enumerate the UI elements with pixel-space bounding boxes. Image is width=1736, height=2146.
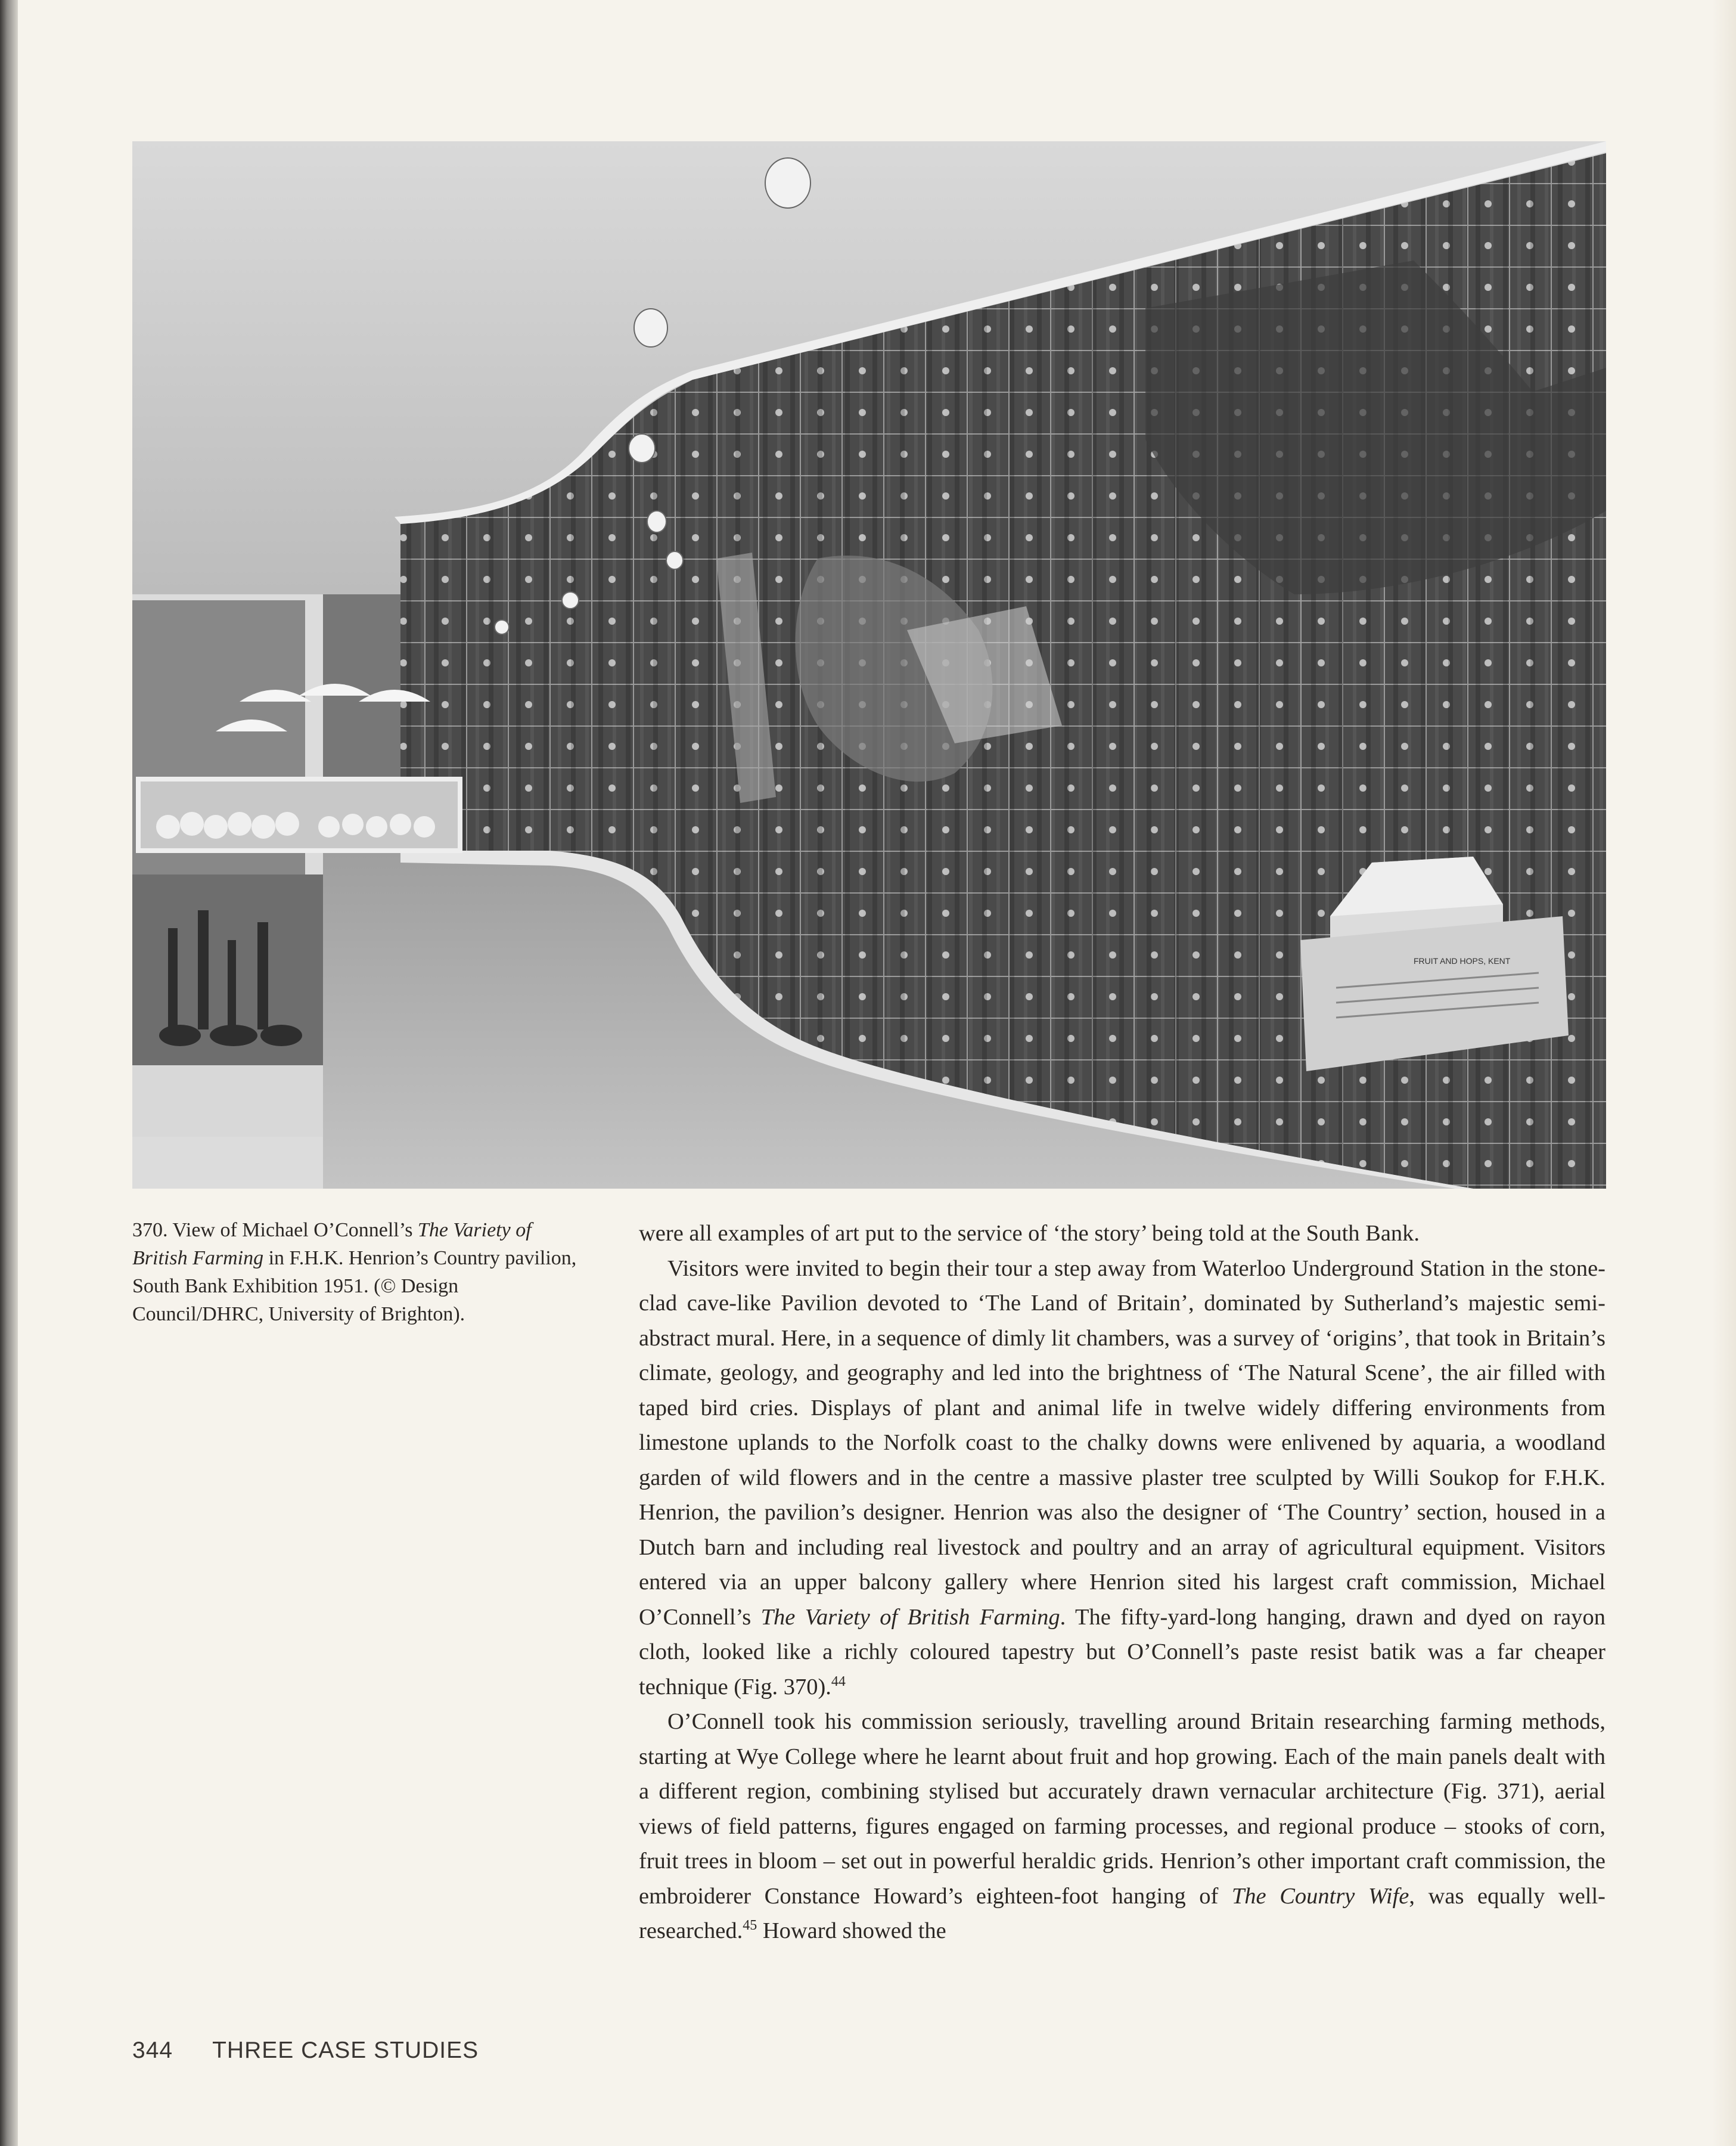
- running-head: THREE CASE STUDIES: [212, 2038, 479, 2063]
- caption-text-continued: in F.H.K. Henrion’s Country pavilion, South Bank Exhibition 1951. (© Design Council/DHRC, University of Brighton).: [132, 1247, 577, 1325]
- paragraph-2: [639, 1251, 1605, 1705]
- caption-artwork-title: The Variety of British Farming: [132, 1219, 532, 1269]
- paragraph-3-text-end: Howard showed the: [757, 1918, 946, 1943]
- page-edge: [1712, 0, 1736, 2146]
- book-spine-shadow: [0, 0, 18, 2146]
- page-number: 344: [132, 2038, 173, 2063]
- paragraph-2-text-continued: . The fifty-yard-long hanging, drawn and dyed on rayon cloth, looked like a richly coloured tapestry but O’Connell’s paste resist batik was a far cheaper technique (Fig. 370).: [639, 1604, 1606, 1700]
- body-text: [639, 1216, 1605, 1949]
- caption-figure-number: 370.: [132, 1219, 168, 1241]
- paragraph-3-text: O’Connell took his commission seriously, travelling around Britain researching farming methods, starting at Wye College where he learnt about fruit and hop growing. Each of the main panels dealt with a different region, combining stylised but accurately drawn vernacular architecture (Fig. 371), aerial views of field patterns, figures engaged on farming processes, and regional produce – stooks of corn, fruit trees in bloom – set out in powerful heraldic grids. Henrion’s other important craft commission, the embroiderer Constance Howard’s eighteen-foot hanging of: [639, 1709, 1605, 1909]
- paragraph-2-text: Visitors were invited to begin their tour a step away from Waterloo Underground Station in the stone-clad cave-like Pavilion devoted to ‘The Land of Britain’, dominated by Sutherland’s majestic semi-abstract mural. Here, in a sequence of dimly lit chambers, was a survey of ‘origins’, that took in Britain’s climate, geology, and geography and led into the brightness of ‘The Natural Scene’, the air filled with taped bird cries. Displays of plant and animal life in twelve widely differing environments from limestone uplands to the Norfolk coast to the chalky downs were enlivened by aquaria, a woodland garden of wild flowers and in the centre a massive plaster tree sculpted by Willi Soukop for F.H.K. Henrion, the pavilion’s designer. Henrion was also the designer of ‘The Country’ section, housed in a Dutch barn and including real livestock and poultry and an array of agricultural equipment. Visitors entered via an upper balcony gallery where Henrion sited his largest craft commission, Michael O’Connell’s: [639, 1255, 1605, 1630]
- caption-text: View of Michael O’Connell’s: [167, 1219, 418, 1241]
- paragraph-3: [639, 1704, 1605, 1949]
- figure-caption: [132, 1216, 585, 1328]
- page-footer: [132, 2038, 479, 2067]
- paragraph-3-artwork-title: The Country Wife: [1231, 1883, 1409, 1909]
- exhibition-photograph: [132, 141, 1606, 1189]
- mural-panel-label: FRUIT AND HOPS, KENT: [1414, 956, 1511, 966]
- paragraph-1: were all examples of art put to the service of ‘the story’ being told at the South Bank.: [639, 1221, 1420, 1246]
- paragraph-3-text-continued: , was equally well-researched.: [639, 1883, 1605, 1943]
- footnote-ref-44: 44: [831, 1673, 846, 1689]
- paragraph-2-artwork-title: The Variety of British Farming: [760, 1604, 1060, 1630]
- footnote-ref-45: 45: [743, 1918, 757, 1934]
